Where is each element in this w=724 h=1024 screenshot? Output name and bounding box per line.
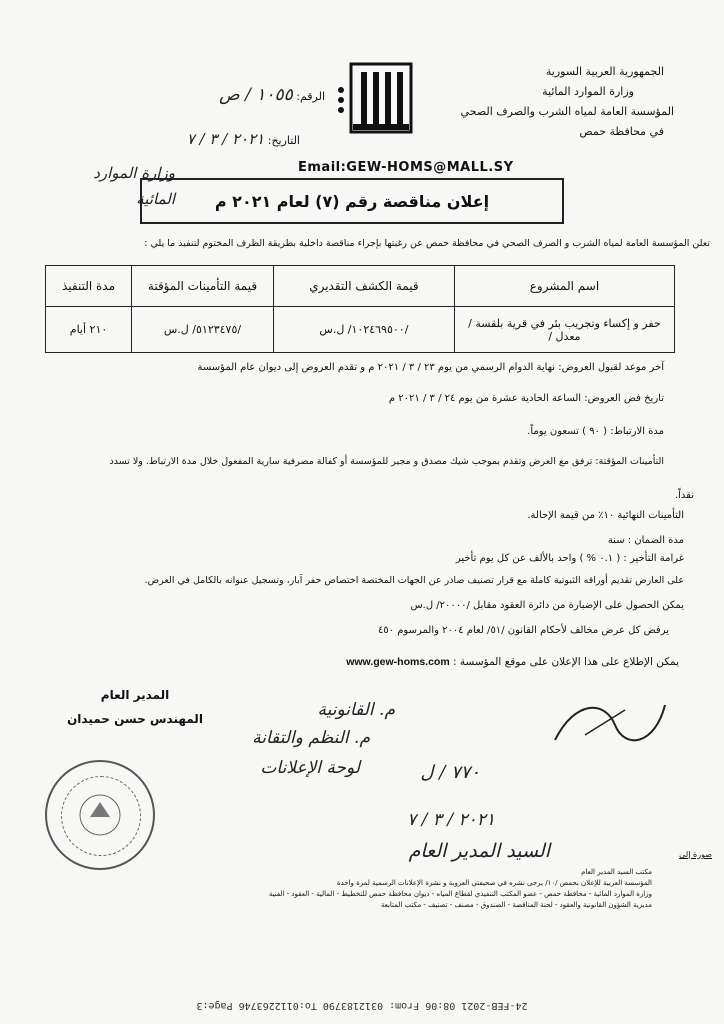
table-header-row [46, 266, 675, 307]
copy-to-line-3: وزارة الموارد المائية - محافظة حمص - عضو المكتب التنفيذي لقطاع المياه - ديوان محافظة حمص للتخطيط - المالية - العقود - الفنية [268, 890, 652, 898]
handwritten-note-legal: م. القانونية [317, 700, 395, 720]
header-authority [460, 62, 674, 142]
announcement-title: إعلان مناقصة رقم (٧) لعام ٢٠٢١ م [140, 178, 564, 224]
cell-project: حفر و إكساء وتجريب بئر في قرية بلقسة / معدل / [454, 307, 674, 353]
header-deposit: قيمة التأمينات المؤقتة [132, 266, 274, 307]
reference-date [150, 130, 300, 148]
copy-to-label: صورة إلى [679, 850, 712, 859]
fax-text: 24-FEB-2021 08:06 From: 0312183790 To:0112263746 Page:3 [196, 1000, 528, 1011]
header-line-3: المؤسسة العامة لمياه الشرب والصرف الصحي [460, 105, 674, 118]
header-line-2: وزارة الموارد المائية [542, 85, 634, 98]
signatory-title: المدير العام [100, 688, 170, 702]
cell-deposit: /٥١٢٣٤٧٥/ ل.س [132, 307, 274, 353]
condition-validity: مدة الارتباط: ( ٩٠ ) تسعون يوماً. [527, 426, 664, 437]
condition-penalty: غرامة التأخير : ( ٠.١ % ) واحد بالألف عن كل يوم تأخير [455, 553, 684, 564]
condition-website [19, 656, 679, 668]
copy-to-line-1: مكتب السيد المدير العام [581, 868, 652, 876]
handwritten-recipient-line-1: وزارة الموارد [93, 164, 175, 182]
condition-final-deposit: التأمينات النهائية ١٠٪ من قيمة الإحالة. [527, 510, 684, 521]
copy-to-line-2: المؤسسة العربية للإعلان بحمص /١٠/ يرجى نشره في صحيفتي العروبة و نشرة الإعلانات الرسمية لمرة واحدة [336, 879, 652, 887]
contact-email: Email:GEW-HOMS@MALL.SY [298, 160, 514, 175]
intro-paragraph: تعلن المؤسسة العامة لمياه الشرب و الصرف الصحي في محافظة حمص عن رغبتها بإجراء مناقصة داخلية بطريقة الظرف المختوم لتنفيذ ما يلي : [144, 238, 710, 249]
handwritten-note-director: السيد المدير العام [408, 840, 550, 862]
header-period: مدة التنفيذ [46, 266, 132, 307]
header-line-4: في محافظة حمص [579, 125, 664, 138]
condition-reject: يرفض كل عرض مخالف لأحكام القانون /٥١/ لعام ٢٠٠٤ والمرسوم ٤٥٠ [377, 625, 669, 636]
ref-value: ١٠٥٥ / ص [219, 85, 293, 105]
condition-deadline: آخر موعد لقبول العروض: نهاية الدوام الرسمي من يوم ٢٣ / ٣ / ٢٠٢١ م و تقدم العروض إلى ديوان عام المؤسسة [197, 362, 664, 373]
fax-transmission-line [0, 1000, 724, 1011]
condition-bidder-docs: على العارض تقديم أوراقه الثبوتية كاملة مع قرار تصنيف صادر عن الجهات المختصة اختصاص حفر آبار، وتسجيل عنوانه بالكامل في العرض. [144, 575, 684, 586]
copy-to-line-4: مديرية الشؤون القانونية والعقود - لجنة المناقصة - الصندوق - مصنف - تصنيف - مكتب المتابعة [380, 901, 652, 909]
cell-estimate: /١٠٢٤٦٩٥٠٠/ ل.س [273, 307, 454, 353]
header-line-1: الجمهورية العربية السورية [545, 65, 664, 78]
official-stamp [45, 760, 155, 870]
handwritten-note-systems: م. النظم والتقانة [252, 728, 370, 748]
handwritten-note-board: لوحة الإعلانات [260, 758, 360, 778]
website-label: يمكن الإطلاع على هذا الإعلان على موقع المؤسسة : [453, 656, 679, 668]
ref-label: الرقم: [296, 90, 325, 103]
condition-opening: تاريخ فض العروض: الساعة الحادية عشرة من يوم ٢٤ / ٣ / ٢٠٢١ م [388, 393, 664, 404]
header-project: اسم المشروع [454, 266, 674, 307]
condition-cash: نقداً. [674, 490, 694, 501]
signature-scribble [545, 690, 675, 750]
condition-dossier: يمكن الحصول على الإضبارة من دائرة العقود مقابل /٢٠٠٠٠/ ل.س [410, 600, 684, 611]
handwritten-note-date: ٢٠٢١ / ٣ / ٧ [407, 810, 495, 830]
handwritten-recipient-line-2: المائية [136, 190, 175, 208]
date-label: التاريخ: [267, 134, 300, 147]
organization-logo [333, 60, 423, 140]
website-link[interactable]: www.gew-homs.com [346, 656, 450, 668]
tender-table [45, 265, 675, 353]
condition-guarantee: مدة الضمان : سنة [607, 535, 684, 546]
date-value: ٢٠٢١ / ٣ / ٧ [186, 130, 265, 148]
handwritten-note-number: ٧٧٠ / ل [420, 762, 480, 783]
header-estimate: قيمة الكشف التقديري [273, 266, 454, 307]
reference-number [130, 85, 325, 105]
cell-period: ٢١٠ أيام [46, 307, 132, 353]
table-row [46, 307, 675, 353]
signatory-name: المهندس حسن حميدان [67, 712, 203, 726]
condition-temp-deposit: التأمينات المؤقتة: ترفق مع العرض وتقدم بموجب شيك مصدق و مجير للمؤسسة أو كفالة مصرفية سارية المفعول خلال مدة الارتباط. ولا تسدد [109, 456, 664, 467]
